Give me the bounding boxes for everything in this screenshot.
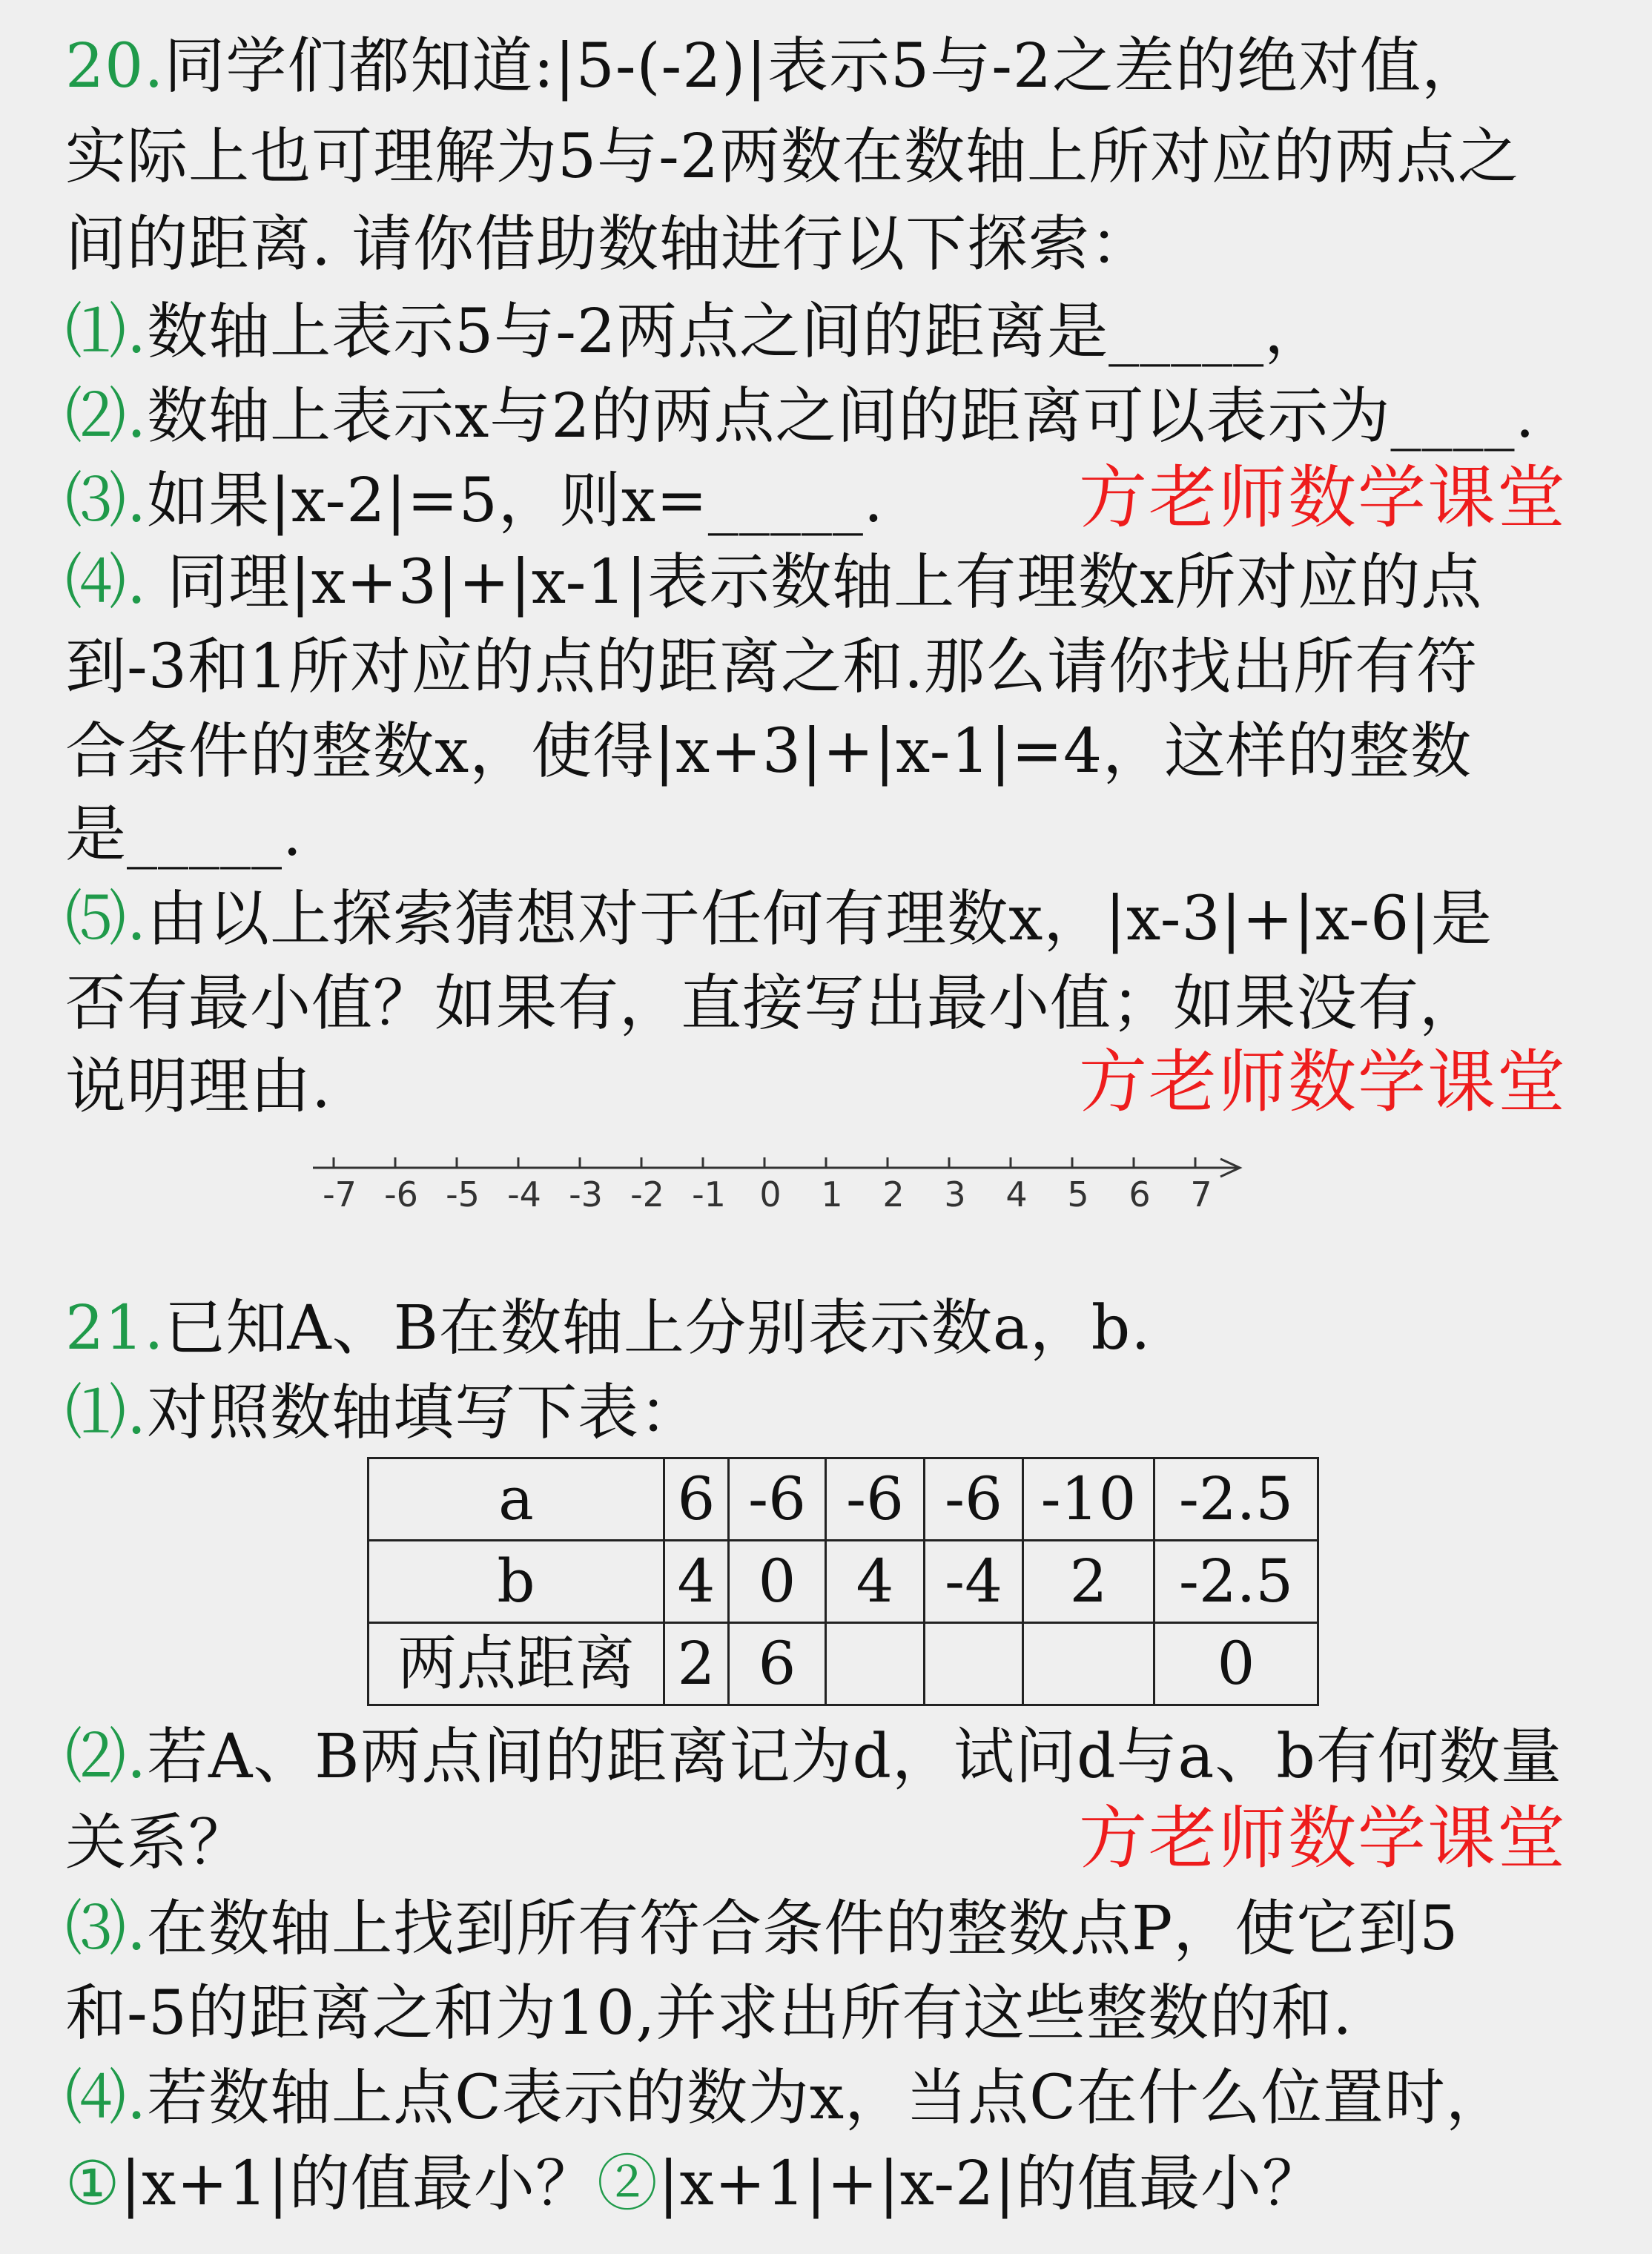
q20-intro-text-1: 同学们都知道:|5-(-2)|表示5与-2之差的绝对值， <box>164 31 1484 102</box>
number-line-label: 3 <box>944 1174 966 1214</box>
q21-part-4-line-2 <box>65 2147 1324 2221</box>
table-cell: 0 <box>729 1541 826 1623</box>
q21-intro-line <box>65 1292 1151 1366</box>
table-row-label: 两点距离 <box>369 1623 664 1705</box>
table-cell: -2.5 <box>1154 1458 1318 1541</box>
number-line-label: 4 <box>1005 1174 1028 1214</box>
q21-part-2-line-1 <box>65 1720 1562 1794</box>
number-line <box>311 1142 1261 1238</box>
table-row-label: a <box>369 1458 664 1541</box>
number-line-label: 2 <box>882 1174 905 1214</box>
q20-part-2-text: 数轴上表示x与2的两点之间的距离可以表示为____. <box>147 381 1536 452</box>
q20-part-4-line-4: 是_____. <box>65 799 303 870</box>
q21-part-1-number: ⑴. <box>65 1378 148 1448</box>
table-cell: 4 <box>826 1541 925 1623</box>
watermark-3: 方老师数学课堂 <box>1079 1799 1567 1878</box>
watermark-2: 方老师数学课堂 <box>1079 1042 1567 1122</box>
q20-part-4-line-1 <box>65 546 1482 620</box>
q20-part-2 <box>65 380 1536 454</box>
q20-part-4-number: ⑷. <box>65 547 148 618</box>
table-cell: 4 <box>664 1541 729 1623</box>
table-row-label: b <box>369 1541 664 1623</box>
q21-part-2-number: ⑵. <box>65 1722 148 1792</box>
q21-part-1-text: 对照数轴填写下表： <box>147 1378 701 1448</box>
q20-part-3-number: ⑶. <box>65 466 148 536</box>
q21-intro-text: 已知A、B在数轴上分别表示数a，b. <box>164 1293 1152 1364</box>
q21-part-2-text-1: 若A、B两点间的距离记为d，试问d与a、b有何数量 <box>147 1722 1562 1792</box>
q20-part-4-text-1: 同理|x+3|+|x-1|表示数轴上有理数x所对应的点 <box>147 547 1483 618</box>
q20-part-1-text: 数轴上表示5与-2两点之间的距离是_____， <box>147 297 1326 367</box>
table-cell <box>1023 1623 1154 1705</box>
number-line-label: -7 <box>323 1174 357 1214</box>
table-cell: 6 <box>729 1623 826 1705</box>
number-line-label: 0 <box>759 1174 782 1214</box>
q20-intro-line-1 <box>65 30 1483 104</box>
number-line-label: 7 <box>1190 1174 1212 1214</box>
table-cell: -10 <box>1023 1458 1154 1541</box>
q20-part-5-number: ⑸. <box>65 884 148 954</box>
q21-part-4-line-1 <box>65 2061 1507 2135</box>
number-line-label: -3 <box>569 1174 603 1214</box>
table-cell: -6 <box>826 1458 925 1541</box>
q20-part-5-line-1 <box>65 882 1493 956</box>
q20-part-4-line-3: 合条件的整数x，使得|x+3|+|x-1|=4，这样的整数 <box>65 716 1473 787</box>
q20-intro-line-2: 实际上也可理解为5与-2两数在数轴上所对应的两点之 <box>65 122 1520 192</box>
q21-number: 21. <box>65 1293 165 1364</box>
q21-part-3-number: ⑶. <box>65 1894 148 1964</box>
q20-part-5-text-1: 由以上探索猜想对于任何有理数x，|x-3|+|x-6|是 <box>147 884 1493 954</box>
q21-part-4-question-1: |x+1|的值最小？ <box>120 2149 597 2219</box>
number-line-label: -4 <box>507 1174 541 1214</box>
q21-part-3-line-1 <box>65 1892 1458 1966</box>
table-cell: 6 <box>664 1458 729 1541</box>
q20-part-5-line-3: 说明理由. <box>65 1051 332 1122</box>
watermark-1: 方老师数学课堂 <box>1079 458 1567 538</box>
q20-number: 20. <box>65 31 165 102</box>
number-line-label: -6 <box>384 1174 418 1214</box>
table-cell: 0 <box>1154 1623 1318 1705</box>
table-cell: 2 <box>664 1623 729 1705</box>
q21-part-4-circle-1: ① <box>65 2149 121 2219</box>
number-line-label: 6 <box>1129 1174 1151 1214</box>
q21-part-3-line-2: 和-5的距离之和为10,并求出所有这些整数的和. <box>65 1978 1353 2049</box>
table-row-b <box>369 1541 1318 1623</box>
q20-part-4-line-2: 到-3和1所对应的点的距离之和.那么请你找出所有符 <box>65 632 1478 702</box>
q20-part-2-number: ⑵. <box>65 381 148 452</box>
q21-part-2-line-2: 关系？ <box>65 1808 251 1878</box>
table-cell <box>826 1623 925 1705</box>
q20-part-1 <box>65 295 1326 369</box>
table-cell <box>925 1623 1023 1705</box>
q20-part-3-text: 如果|x-2|=5，则x=_____. <box>147 466 884 536</box>
q21-part-4-circle-2: ② <box>596 2149 658 2219</box>
q20-part-5-line-2: 否有最小值？如果有，直接写出最小值；如果没有， <box>65 968 1481 1039</box>
distance-table <box>367 1457 1319 1706</box>
q21-part-1 <box>65 1376 701 1450</box>
number-line-label: -5 <box>446 1174 480 1214</box>
number-line-label: -2 <box>630 1174 664 1214</box>
number-line-label: 1 <box>821 1174 843 1214</box>
q21-part-4-number: ⑷. <box>65 2063 148 2133</box>
q21-part-4-text-1: 若数轴上点C表示的数为x，当点C在什么位置时， <box>147 2063 1507 2133</box>
table-row-distance <box>369 1623 1318 1705</box>
table-cell: -6 <box>925 1458 1023 1541</box>
number-line-label: 5 <box>1067 1174 1089 1214</box>
table-cell: -4 <box>925 1541 1023 1623</box>
table-cell: -2.5 <box>1154 1541 1318 1623</box>
number-line-label: -1 <box>692 1174 726 1214</box>
q21-part-3-text-1: 在数轴上找到所有符合条件的整数点P，使它到5 <box>147 1894 1459 1964</box>
table-cell: -6 <box>729 1458 826 1541</box>
q20-part-3 <box>65 464 884 538</box>
q21-part-4-question-2: |x+1|+|x-2|的值最小？ <box>658 2149 1324 2219</box>
q20-part-1-number: ⑴. <box>65 297 148 367</box>
q20-intro-line-3: 间的距离. 请你借助数轴进行以下探索： <box>65 209 1152 280</box>
table-cell: 2 <box>1023 1541 1154 1623</box>
table-row-a <box>369 1458 1318 1541</box>
